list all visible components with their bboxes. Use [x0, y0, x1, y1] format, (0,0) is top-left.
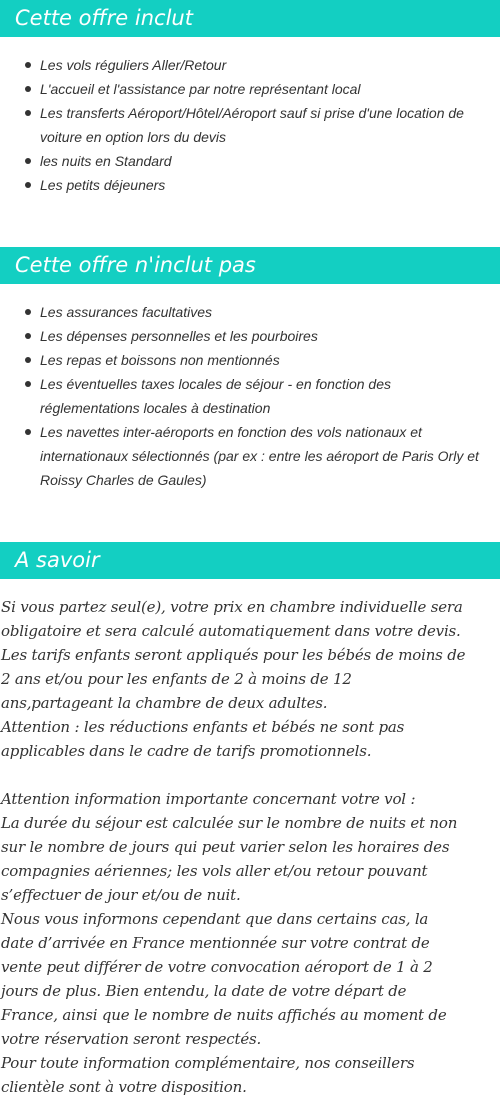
text-line: date d’arrivée en France mentionnée sur votre contrat de: [1, 934, 430, 952]
text-line: ans,partageant la chambre de deux adultes.: [1, 694, 328, 712]
text-line: compagnies aériennes; les vols aller et/ou retour pouvant: [1, 862, 428, 880]
list-item: Les transferts Aéroport/Hôtel/Aéroport sauf si prise d'une location de voiture en option lors du devis: [40, 101, 500, 149]
includes-title: Cette offre inclut: [0, 0, 500, 37]
text-line: jours de plus. Bien entendu, la date de votre départ de: [1, 982, 407, 1000]
text-line: France, ainsi que le nombre de nuits affichés au moment de: [1, 1006, 447, 1024]
text-line: vente peut différer de votre convocation aéroport de 1 à 2: [1, 958, 433, 976]
text-line: La durée du séjour est calculée sur le nombre de nuits et non: [1, 814, 458, 832]
paragraph-spacer: [1, 763, 500, 787]
text-line: votre réservation seront respectés.: [1, 1030, 262, 1048]
excludes-title: Cette offre n'inclut pas: [0, 247, 500, 284]
list-item: Les assurances facultatives: [40, 300, 500, 324]
text-line: applicables dans le cadre de tarifs promotionnels.: [1, 742, 372, 760]
text-line: obligatoire et sera calculé automatiquement dans votre devis.: [1, 622, 461, 640]
a-savoir-text: [1, 595, 500, 1099]
text-line: 2 ans et/ou pour les enfants de 2 à moins de 12: [1, 670, 352, 688]
text-line: Pour toute information complémentaire, nos conseillers: [1, 1054, 415, 1072]
a-savoir-title: A savoir: [0, 542, 500, 579]
list-item: les nuits en Standard: [40, 149, 500, 173]
text-line: Si vous partez seul(e), votre prix en chambre individuelle sera: [1, 598, 463, 616]
text-line: s’effectuer de jour et/ou de nuit.: [1, 886, 241, 904]
text-line: Attention : les réductions enfants et bébés ne sont pas: [1, 718, 405, 736]
list-item: L'accueil et l'assistance par notre représentant local: [40, 77, 500, 101]
text-line: Attention information importante concernant votre vol :: [1, 790, 416, 808]
list-item: Les navettes inter-aéroports en fonction des vols nationaux et internationaux sélectionnés (par ex : entre les aéroport de Paris Orly et Roissy Charles de Gaules): [40, 420, 500, 492]
excludes-list: [0, 300, 500, 492]
list-item: Les petits déjeuners: [40, 173, 500, 197]
text-line: Nous vous informons cependant que dans certains cas, la: [1, 910, 429, 928]
includes-list: [0, 53, 500, 197]
list-item: Les vols réguliers Aller/Retour: [40, 53, 500, 77]
text-line: Les tarifs enfants seront appliqués pour les bébés de moins de: [1, 646, 466, 664]
text-line: clientèle sont à votre disposition.: [1, 1078, 247, 1096]
list-item: Les dépenses personnelles et les pourboires: [40, 324, 500, 348]
list-item: Les éventuelles taxes locales de séjour - en fonction des réglementations locales à destination: [40, 372, 500, 420]
text-line: sur le nombre de jours qui peut varier selon les horaires des: [1, 838, 450, 856]
list-item: Les repas et boissons non mentionnés: [40, 348, 500, 372]
